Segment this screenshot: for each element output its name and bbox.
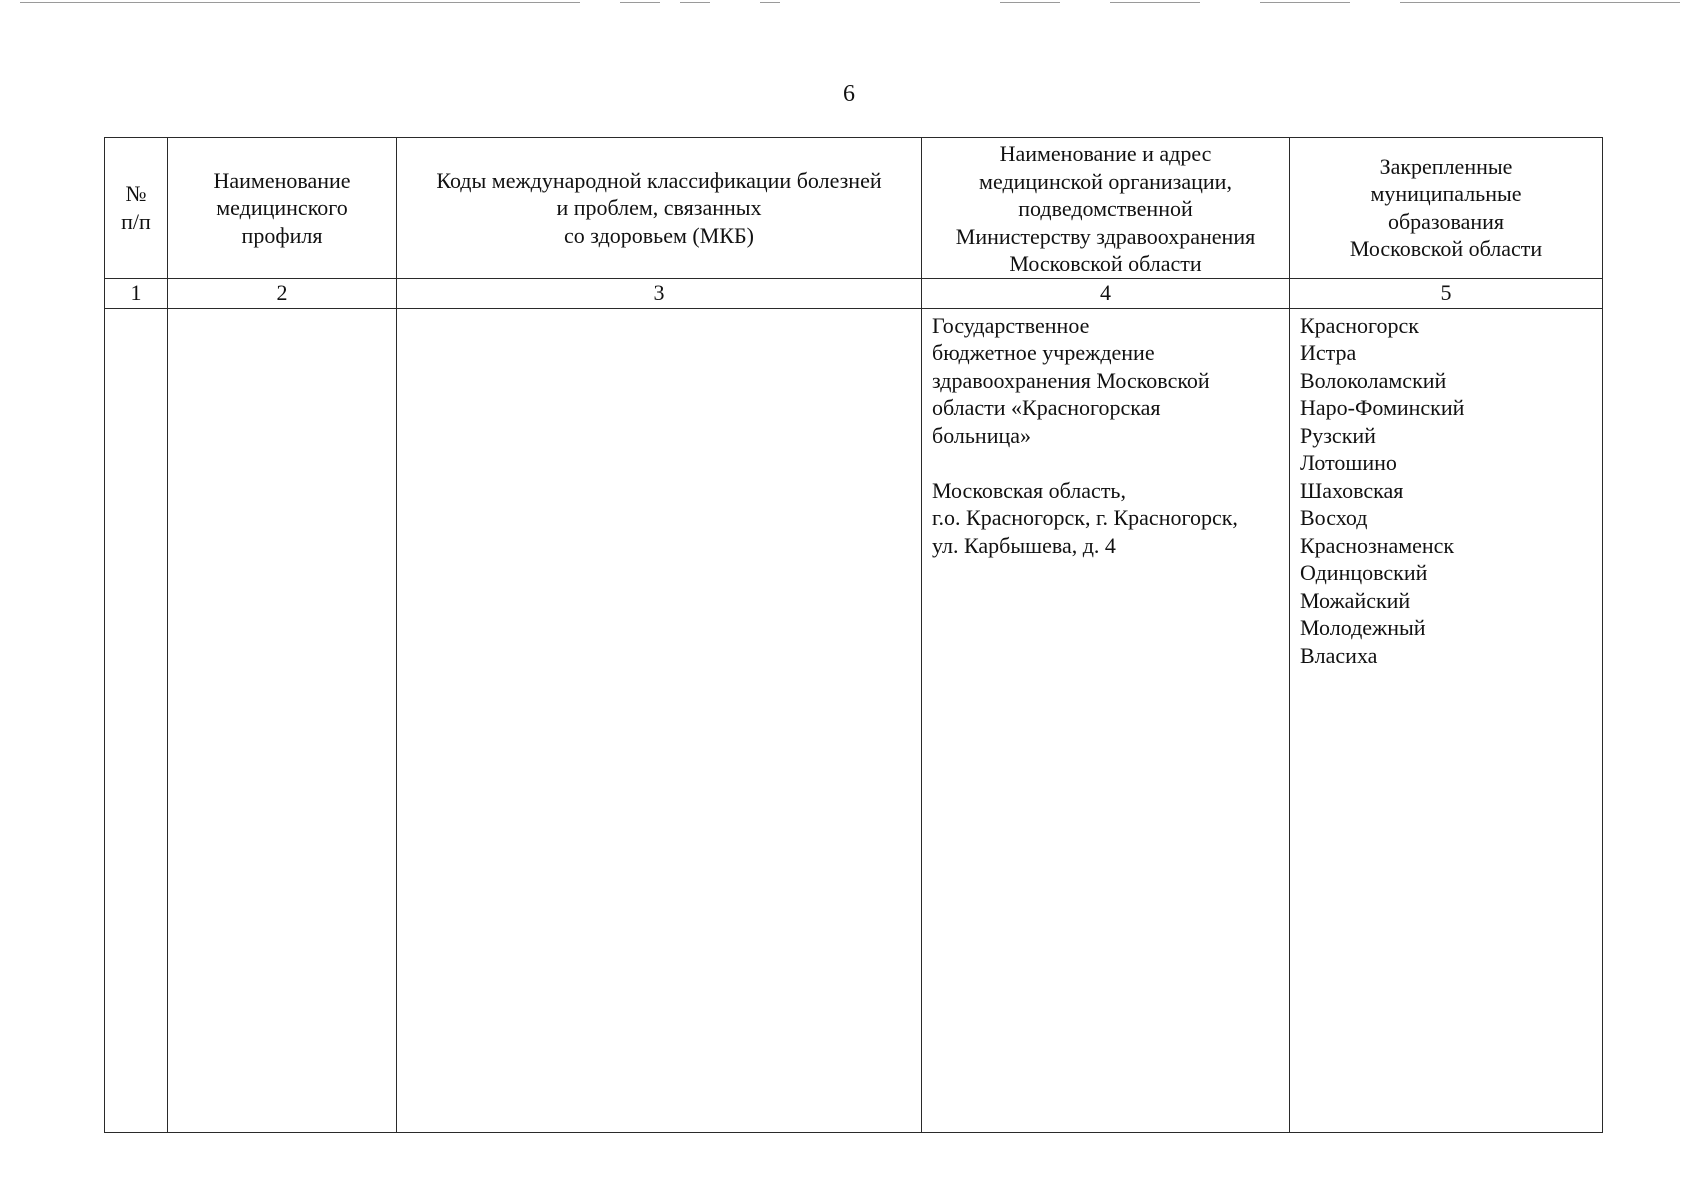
column-number-2: 2 bbox=[168, 278, 397, 308]
list-item: Наро-Фоминский bbox=[1300, 395, 1465, 420]
cell-icd-codes bbox=[397, 308, 922, 1133]
table-header-row bbox=[105, 138, 1603, 279]
column-number-4: 4 bbox=[922, 278, 1290, 308]
cell-profile bbox=[168, 308, 397, 1133]
document-table bbox=[104, 137, 1603, 1133]
cell-number bbox=[105, 308, 168, 1133]
spacer bbox=[932, 449, 1283, 477]
column-number-row bbox=[105, 278, 1603, 308]
list-item: Волоколамский bbox=[1300, 367, 1447, 393]
list-item: Власиха bbox=[1300, 642, 1378, 668]
list-item: Красногорск bbox=[1300, 312, 1419, 338]
list-item: Восход bbox=[1300, 505, 1368, 530]
header-number: № п/п bbox=[105, 138, 168, 279]
list-item: Молодежный bbox=[1300, 615, 1426, 640]
column-number-1: 1 bbox=[105, 278, 168, 308]
list-item: Краснознаменск bbox=[1300, 532, 1455, 558]
list-item: Одинцовский bbox=[1300, 560, 1428, 585]
cell-organization bbox=[922, 308, 1290, 1133]
table-row bbox=[105, 308, 1603, 1133]
organization-address: Московская область, г.о. Красногорск, г. Красногорск, ул. Карбышева, д. 4 bbox=[932, 477, 1238, 558]
header-municipalities: Закрепленные муниципальные образования Московской области bbox=[1290, 138, 1603, 279]
list-item: Рузский bbox=[1300, 422, 1376, 448]
page-number: 6 bbox=[843, 81, 855, 107]
list-item: Истра bbox=[1300, 340, 1357, 365]
header-profile: Наименование медицинского профиля bbox=[168, 138, 397, 279]
column-number-5: 5 bbox=[1290, 278, 1603, 308]
cell-municipalities bbox=[1290, 308, 1603, 1133]
organization-name: Государственное бюджетное учреждение здравоохранения Московской области «Красногорская больница» bbox=[932, 312, 1210, 448]
header-organization: Наименование и адрес медицинской организации, подведомственной Министерству здравоохранения Московской области bbox=[922, 138, 1290, 279]
list-item: Шаховская bbox=[1300, 477, 1404, 503]
list-item: Лотошино bbox=[1300, 450, 1397, 475]
header-icd-codes: Коды международной классификации болезней и проблем, связанных со здоровьем (МКБ) bbox=[397, 138, 922, 279]
list-item: Можайский bbox=[1300, 587, 1411, 613]
column-number-3: 3 bbox=[397, 278, 922, 308]
